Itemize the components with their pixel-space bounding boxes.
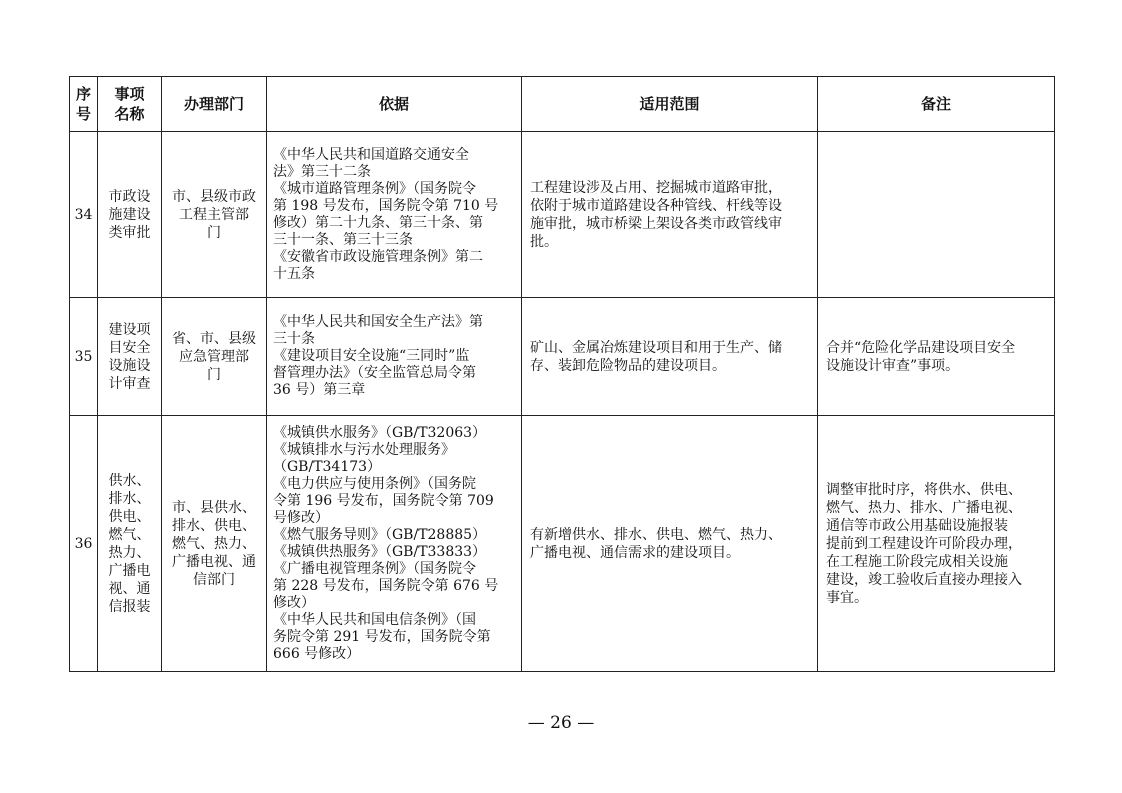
row-remarks: 调整审批时序，将供水、供电、 燃气、热力、排水、广播电视、 通信等市政公用基础设施报装 提前到工程建设许可阶段办理， 在工程施工阶段完成相关设施 建设，竣工验收后直接办理接入 事宜。 — [818, 416, 1055, 672]
table-row — [70, 416, 1055, 672]
row-serial-number: 35 — [70, 298, 98, 416]
row-basis: 《中华人民共和国安全生产法》第 三十条 《建设项目安全设施“三同时”监 督管理办法》（安全监管总局令第 36 号）第三章 — [267, 298, 522, 416]
row-item-name: 市政设 施建设 类审批 — [98, 132, 162, 298]
row-department: 市、县供水、 排水、供电、 燃气、热力、 广播电视、通 信部门 — [162, 416, 267, 672]
approval-items-table — [69, 76, 1055, 672]
row-scope: 矿山、金属冶炼建设项目和用于生产、储 存、装卸危险物品的建设项目。 — [522, 298, 818, 416]
row-item-name: 供水、 排水、 供电、 燃气、 热力、 广播电 视、通 信报装 — [98, 416, 162, 672]
row-serial-number: 36 — [70, 416, 98, 672]
row-scope: 工程建设涉及占用、挖掘城市道路审批， 依附于城市道路建设各种管线、杆线等设 施审批，城市桥梁上架设各类市政管线审 批。 — [522, 132, 818, 298]
row-remarks: 合并“危险化学品建设项目安全 设施设计审查”事项。 — [818, 298, 1055, 416]
page-number: — 26 — — [527, 713, 595, 733]
table-header-row — [70, 77, 1055, 132]
row-serial-number: 34 — [70, 132, 98, 298]
header-remarks: 备注 — [818, 77, 1055, 132]
header-item-name: 事项 名称 — [98, 77, 162, 132]
row-basis: 《城镇供水服务》（GB/T32063） 《城镇排水与污水处理服务》 （GB/T34173） 《电力供应与使用条例》（国务院 令第 196 号发布，国务院令第 709 号修改） 《燃气服务导则》（GB/T28885） 《城镇供热服务》（GB/T33833） 《广播电视管理条例》（国务院令 第 228 号发布，国务院令第 676 号 修改） 《中华人民共和国电信条例》（国 务院令第 291 号发布，国务院令第 666 号修改） — [267, 416, 522, 672]
row-scope: 有新增供水、排水、供电、燃气、热力、 广播电视、通信需求的建设项目。 — [522, 416, 818, 672]
row-item-name: 建设项 目安全 设施设 计审查 — [98, 298, 162, 416]
table-row — [70, 298, 1055, 416]
header-basis: 依据 — [267, 77, 522, 132]
row-basis: 《中华人民共和国道路交通安全 法》第三十二条 《城市道路管理条例》（国务院令 第 198 号发布，国务院令第 710 号 修改）第二十九条、第三十条、第 三十一条、第三十三条 《安徽省市政设施管理条例》第二 十五条 — [267, 132, 522, 298]
table-row — [70, 132, 1055, 298]
row-department: 市、县级市政 工程主管部 门 — [162, 132, 267, 298]
header-department: 办理部门 — [162, 77, 267, 132]
header-serial-number: 序 号 — [70, 77, 98, 132]
row-remarks — [818, 132, 1055, 298]
row-department: 省、市、县级 应急管理部 门 — [162, 298, 267, 416]
header-scope: 适用范围 — [522, 77, 818, 132]
